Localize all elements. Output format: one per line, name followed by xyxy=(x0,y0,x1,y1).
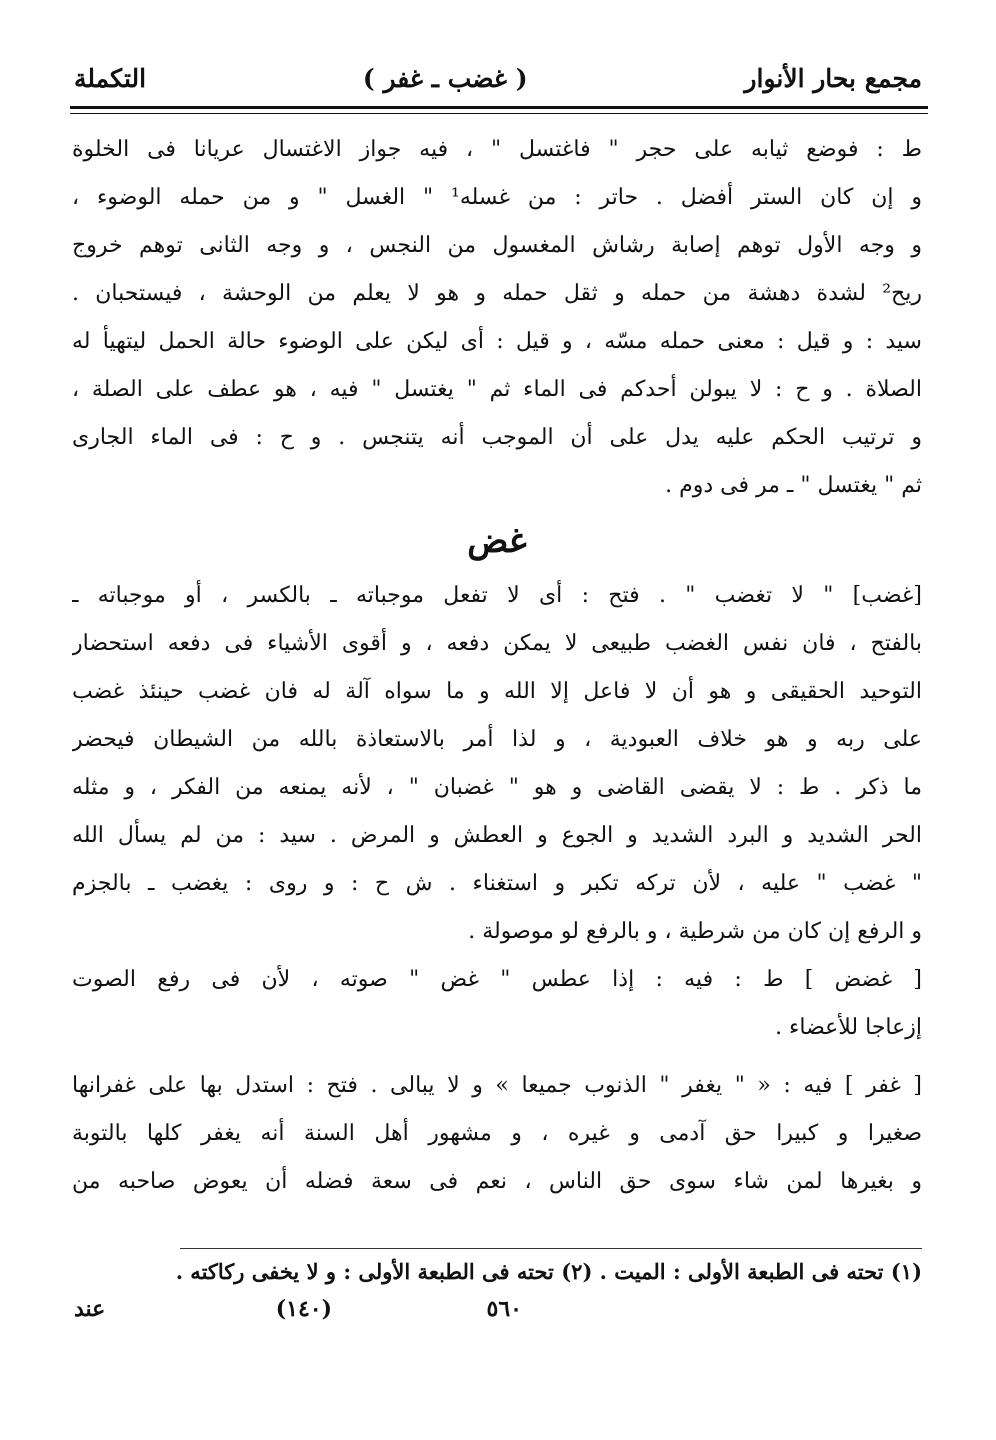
text-line: بالفتح ، فان نفس الغضب طبيعى لا يمكن دفعه ، و أقوى الأشياء فى دفعه استحضار xyxy=(72,631,922,656)
text-line: على ربه و هو خلاف العبودية ، و لذا أمر بالاستعاذة بالله من الشيطان فيحضر xyxy=(72,727,922,752)
text-line: ط : فوضع ثيابه على حجر " فاغتسل " ، فيه جواز الاغتسال عريانا فى الخلوة xyxy=(72,137,922,162)
text-line: الصلاة . و ح : لا يبولن أحدكم فى الماء ثم " يغتسل " فيه ، هو عطف على الصلة ، xyxy=(72,377,922,402)
text-line: [ غضض ] ط : فيه : إذا عطس " غض " صوته ، لأن فى رفع الصوت xyxy=(72,967,922,992)
header-book-title: مجمع بحار الأنوار xyxy=(744,63,922,93)
main-text xyxy=(72,126,922,1206)
text-line: و ترتيب الحكم عليه يدل على أن الموجب أنه يتنجس . و ح : فى الماء الجارى xyxy=(72,425,922,450)
text-line: سيد : و قيل : معنى حمله مسّه ، و قيل : أى ليكن على الوضوء حالة الحمل ليتهيأ له xyxy=(72,329,922,354)
text-line: و إن كان الستر أفضل . حاتر : من غسله¹ " الغسل " و من حمله الوضوء ، xyxy=(72,185,922,210)
text-line: ثم " يغتسل " ـ مر فى دوم . xyxy=(665,473,922,498)
text-line: [ غفر ] فيه : « " يغفر " الذنوب جميعا » و لا يبالى . فتح : استدل بها على غفرانها xyxy=(72,1073,922,1098)
header-section-title: التكملة xyxy=(74,63,147,93)
text-line: إزعاجا للأعضاء . xyxy=(775,1015,922,1040)
text-line: و الرفع إن كان من شرطية ، و بالرفع لو موصولة . xyxy=(468,919,922,944)
text-line: التوحيد الحقيقى و هو أن لا فاعل إلا الله و ما سواه آلة له فان غضب حينئذ غضب xyxy=(72,679,922,704)
text-line: الحر الشديد و البرد الشديد و الجوع و العطش و المرض . سيد : من لم يسأل الله xyxy=(72,823,922,848)
running-header xyxy=(74,58,922,98)
text-line: ريح² لشدة دهشة من حمله و ثقل حمله و هو لا يعلم من الوحشة ، فيستحبان . xyxy=(72,281,922,306)
header-rule-thin xyxy=(70,113,928,114)
text-line: ما ذكر . ط : لا يقضى القاضى و هو " غضبان " ، لأنه يمنعه من الفكر ، و مثله xyxy=(72,775,922,800)
text-line: " غضب " عليه ، لأن تركه تكبر و استغناء . ش ح : و روى : يغضب ـ بالجزم xyxy=(72,871,922,896)
footnotes: (١) تحته فى الطبعة الأولى : الميت . (٢) تحته فى الطبعة الأولى : و لا يخفى ركاكته . xyxy=(175,1259,922,1284)
footnote-rule xyxy=(180,1248,922,1249)
page-footer xyxy=(74,1296,922,1332)
text-line: و وجه الأول توهم إصابة رشاش المغسول من النجس ، و وجه الثانى توهم خروج xyxy=(72,233,922,258)
header-rule-thick xyxy=(70,106,928,109)
signature-mark: (١٤٠) xyxy=(275,1296,332,1322)
text-line: [غضب] " لا تغضب " . فتح : أى لا تفعل موجباته ـ بالكسر ، أو موجباته ـ xyxy=(72,583,922,608)
page-number: ٥٦٠ xyxy=(486,1296,522,1322)
catchword: عند xyxy=(74,1296,106,1322)
text-line: صغيرا و كبيرا حق آدمى و غيره ، و مشهور أهل السنة أنه يغفر كلها بالتوبة xyxy=(72,1121,922,1146)
section-heading: غض xyxy=(467,521,527,561)
text-line: و بغيرها لمن شاء سوى حق الناس ، نعم فى سعة فضله أن يعوض صاحبه من xyxy=(72,1169,922,1194)
header-entry-range: ( غضب ـ غفر ) xyxy=(362,63,528,93)
